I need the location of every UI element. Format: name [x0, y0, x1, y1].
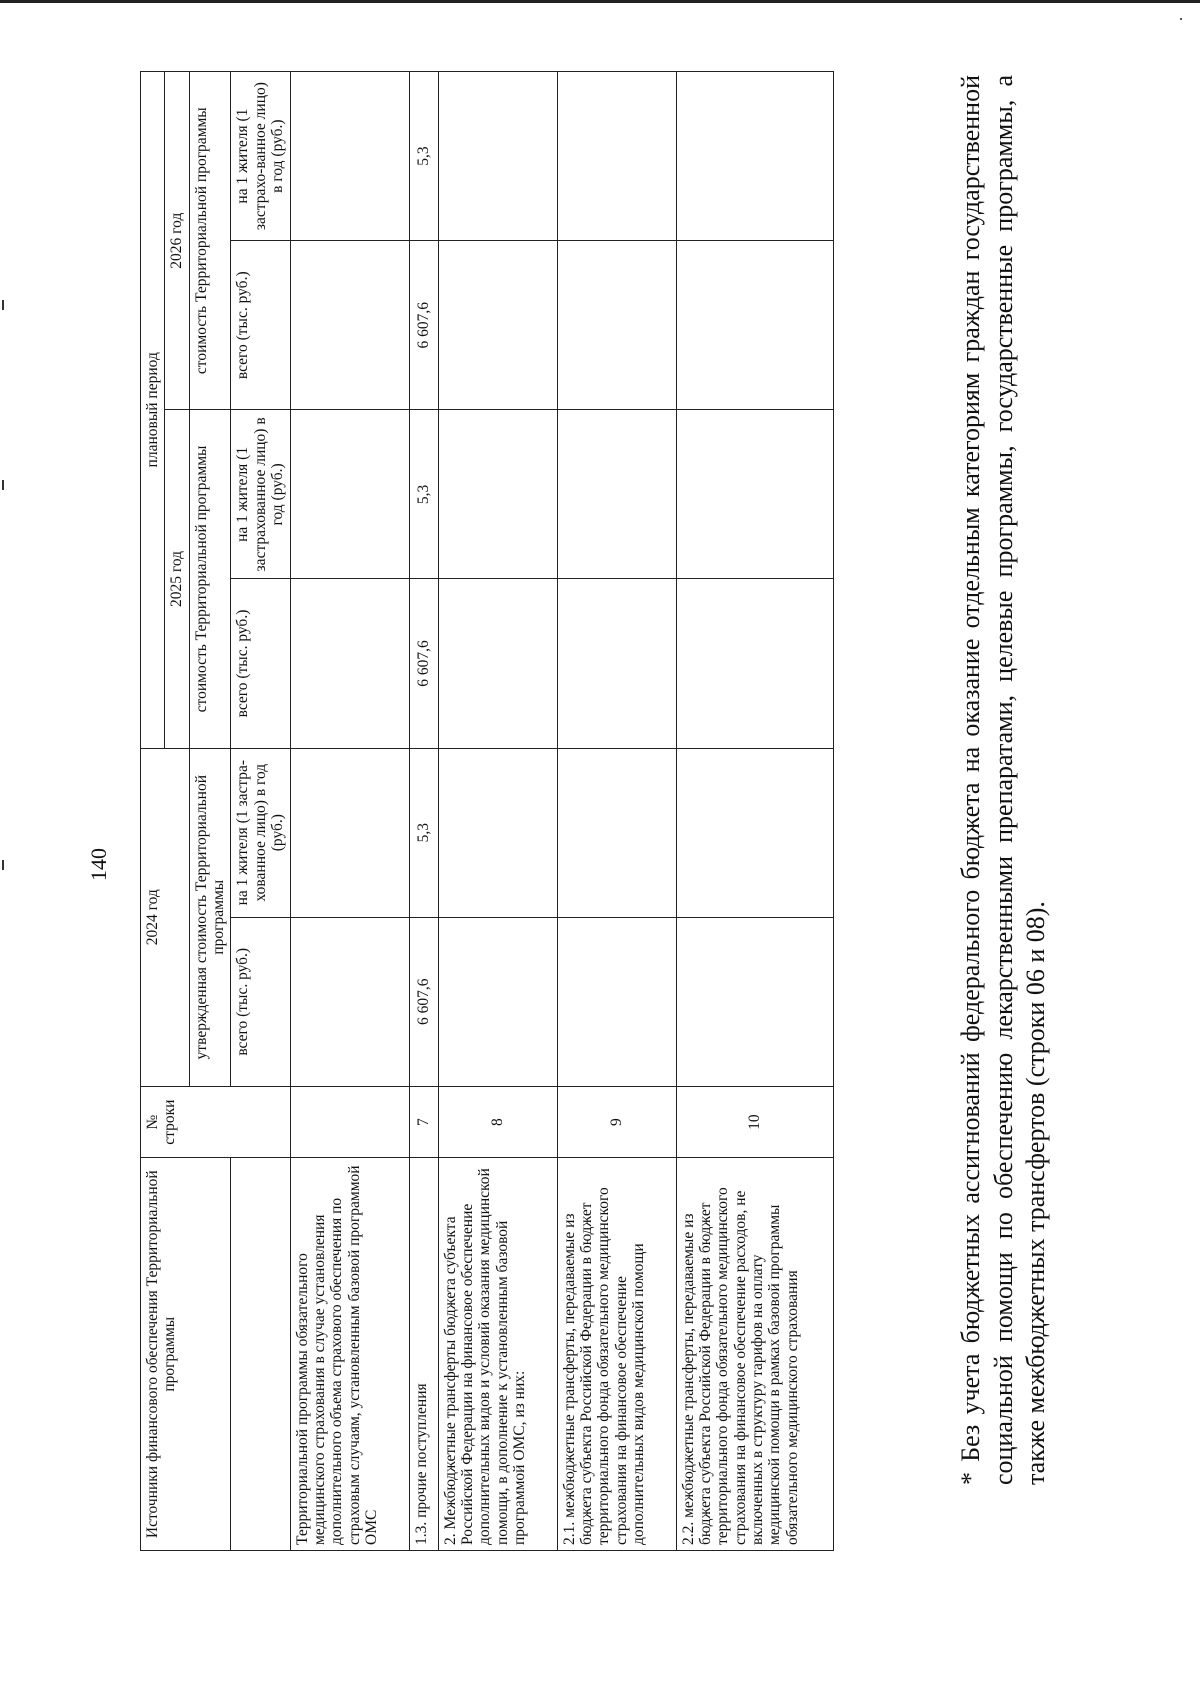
header-source: Источники финансового обеспечения Территориальной программы: [141, 1158, 231, 1551]
row-2024-per-resident: [676, 748, 833, 917]
row-name: 2.1. межбюджетные трансферты, передаваемые из бюджета субъекта Российской Федерации в бюджет территориального фонда обязательного медицинского страхования на финансовое обеспечение дополнительных видов медицинской помощи: [557, 1158, 676, 1551]
header-year-2025: 2025 год: [165, 410, 189, 748]
row-2024-per-resident: 5,3: [409, 748, 438, 917]
header-year-2026: 2026 год: [165, 72, 189, 410]
row-2026-per-resident: [290, 72, 409, 241]
header-planned-period: плановый период: [141, 72, 165, 749]
financing-table: [140, 71, 834, 1551]
row-name: 2.2. межбюджетные трансферты, передаваемые из бюджета субъекта Российской Федерации в бюджет территориального фонда обязательного медицинского страхования на финансовое обеспечение расходов, не включенных в структуру тарифов на оплату медицинской помощи в рамках базовой программы обязательного медицинского страхования: [676, 1158, 833, 1551]
row-2026-per-resident: 5,3: [409, 72, 438, 241]
table-row: [676, 72, 833, 1551]
row-2026-total: [676, 241, 833, 410]
row-2024-total: [557, 917, 676, 1086]
financing-table-wrap: [140, 71, 834, 1551]
row-2025-per-resident: 5,3: [409, 410, 438, 579]
row-2024-per-resident: [290, 748, 409, 917]
row-2024-per-resident: [438, 748, 557, 917]
row-2025-total: [676, 579, 833, 748]
table-row: [438, 72, 557, 1551]
header-total-2024: всего (тыс. руб.): [231, 917, 290, 1086]
row-2026-total: 6 607,6: [409, 241, 438, 410]
header-cost-2025: стоимость Территориальной программы: [189, 410, 231, 748]
page-number: 140: [86, 848, 111, 881]
row-number: 10: [676, 1086, 833, 1158]
row-2026-total: [290, 241, 409, 410]
header-per-resident-2025: на 1 жителя (1 застрахованное лицо) в год (руб.): [231, 410, 290, 579]
header-total-2026: всего (тыс. руб.): [231, 241, 290, 410]
table-row: [557, 72, 676, 1551]
row-2024-per-resident: [557, 748, 676, 917]
row-2024-total: [438, 917, 557, 1086]
row-2025-total: [290, 579, 409, 748]
row-name: 1.3. прочие поступления: [409, 1158, 438, 1551]
header-approved-cost-2024: утвержденная стоимость Территориальной программы: [189, 748, 231, 1086]
table-row: [290, 72, 409, 1551]
row-2026-per-resident: [557, 72, 676, 241]
header-row-number: № строки: [141, 1086, 291, 1158]
row-2025-per-resident: [676, 410, 833, 579]
header-cost-2026: стоимость Территориальной программы: [189, 72, 231, 410]
row-number: 9: [557, 1086, 676, 1158]
row-2026-per-resident: [438, 72, 557, 241]
header-per-resident-2024: на 1 жителя (1 застра-хованное лицо) в год (руб.): [231, 748, 290, 917]
row-name: 2. Межбюджетные трансферты бюджета субъекта Российской Федерации на финансовое обеспечение дополнительных видов и условий оказания медицинской помощи, в дополнение к установленным базовой программой ОМС, из них:: [438, 1158, 557, 1551]
row-2025-per-resident: [290, 410, 409, 579]
row-name: Территориальной программы обязательного медицинского страхования в случае установления дополнительного объема страхового обеспечения по страховым случаям, установленным базовой программой ОМС: [290, 1158, 409, 1551]
row-2024-total: [290, 917, 409, 1086]
header-per-resident-2026: на 1 жителя (1 застрахо-ванное лицо) в год (руб.): [231, 72, 290, 241]
row-2025-total: 6 607,6: [409, 579, 438, 748]
row-2026-total: [557, 241, 676, 410]
header-source-blank: [231, 1158, 290, 1551]
row-2025-total: [438, 579, 557, 748]
row-2026-per-resident: [676, 72, 833, 241]
table-row: [409, 72, 438, 1551]
row-number: [290, 1086, 409, 1158]
row-2024-total: [676, 917, 833, 1086]
footnote: * Без учета бюджетных ассигнований федерального бюджета на оказание отдельным категориям граждан государственной социальной помощи по обеспечению лекарственными препаратами, целевые программы, государственные программы, а также межбюджетных трансфертов (строки 06 и 08).: [956, 75, 1050, 1485]
row-2024-total: 6 607,6: [409, 917, 438, 1086]
row-2025-per-resident: [438, 410, 557, 579]
row-2026-total: [438, 241, 557, 410]
row-2025-per-resident: [557, 410, 676, 579]
header-total-2025: всего (тыс. руб.): [231, 579, 290, 748]
row-number: 7: [409, 1086, 438, 1158]
row-number: 8: [438, 1086, 557, 1158]
header-year-2024: 2024 год: [141, 748, 190, 1086]
row-2025-total: [557, 579, 676, 748]
